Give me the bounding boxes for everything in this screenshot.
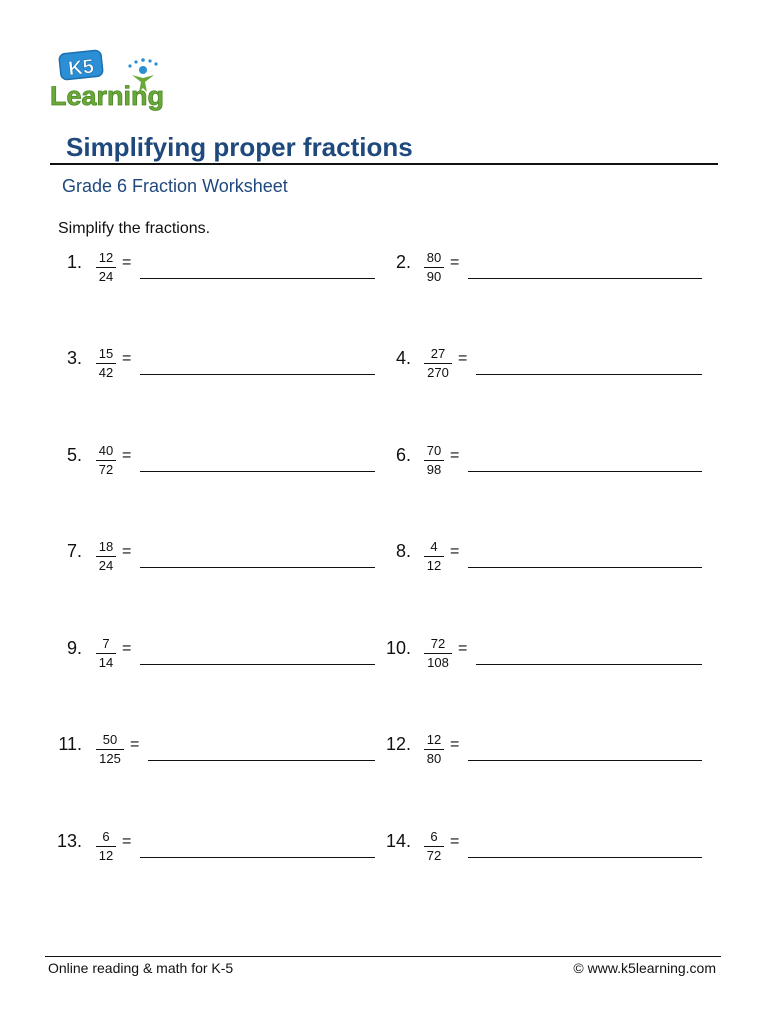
- fraction-denominator: 72: [98, 462, 114, 477]
- fraction: [424, 347, 452, 380]
- answer-line[interactable]: [468, 857, 702, 858]
- problem-item: [0, 445, 768, 485]
- fraction-denominator: 12: [98, 848, 114, 863]
- problem-number: 11.: [58, 734, 82, 754]
- fraction-numerator: 6: [102, 829, 110, 844]
- equals-sign: =: [122, 254, 132, 271]
- fraction: [424, 444, 444, 477]
- fraction-numerator: 12: [426, 732, 442, 747]
- fraction: [424, 830, 444, 863]
- problem-item: [0, 638, 768, 678]
- equals-sign: =: [450, 833, 460, 850]
- equals-sign: =: [130, 736, 140, 753]
- problem-number: 12.: [385, 734, 411, 754]
- footer-tagline: Online reading & math for K-5: [48, 960, 234, 976]
- equals-sign: =: [450, 736, 460, 753]
- problem-item: [0, 252, 768, 292]
- fraction-denominator: 125: [99, 751, 121, 766]
- problem-number: 8.: [395, 541, 411, 561]
- answer-line[interactable]: [468, 567, 702, 568]
- footer-website: © www.k5learning.com: [573, 960, 716, 976]
- equals-sign: =: [122, 447, 132, 464]
- answer-line[interactable]: [476, 374, 702, 375]
- fraction-numerator: 4: [430, 539, 438, 554]
- fraction-numerator: 15: [98, 346, 114, 361]
- fraction-denominator: 108: [427, 655, 449, 670]
- problem-number: 13.: [56, 831, 82, 851]
- fraction-denominator: 270: [427, 365, 449, 380]
- fraction-denominator: 14: [98, 655, 114, 670]
- equals-sign: =: [122, 543, 132, 560]
- problem-number: 2.: [395, 252, 411, 272]
- problem-number: 3.: [66, 348, 82, 368]
- problem-number: 1.: [66, 252, 82, 272]
- equals-sign: =: [122, 833, 132, 850]
- k5-learning-logo: [48, 48, 188, 114]
- problem-item: [0, 734, 768, 774]
- logo-badge-text: K5: [67, 55, 95, 81]
- fraction-numerator: 80: [426, 250, 442, 265]
- answer-line[interactable]: [468, 278, 702, 279]
- problem-number: 9.: [66, 638, 82, 658]
- fraction-denominator: 98: [426, 462, 442, 477]
- footer-divider: [45, 956, 721, 957]
- equals-sign: =: [122, 640, 132, 657]
- fraction-numerator: 50: [102, 732, 118, 747]
- problem-number: 5.: [66, 445, 82, 465]
- answer-line[interactable]: [468, 760, 702, 761]
- title-divider: [50, 163, 718, 165]
- fraction: [424, 733, 444, 766]
- fraction: [424, 637, 452, 670]
- problem-item: [0, 541, 768, 581]
- answer-line[interactable]: [468, 471, 702, 472]
- fraction-denominator: 72: [426, 848, 442, 863]
- problem-number: 6.: [395, 445, 411, 465]
- problem-number: 4.: [395, 348, 411, 368]
- equals-sign: =: [450, 447, 460, 464]
- fraction-numerator: 6: [430, 829, 438, 844]
- fraction-numerator: 72: [430, 636, 446, 651]
- problem-item: [0, 831, 768, 871]
- fraction-numerator: 12: [98, 250, 114, 265]
- fraction-denominator: 42: [98, 365, 114, 380]
- fraction-denominator: 80: [426, 751, 442, 766]
- answer-line[interactable]: [476, 664, 702, 665]
- instructions: Simplify the fractions.: [58, 220, 211, 237]
- fraction-denominator: 24: [98, 558, 114, 573]
- problem-number: 14.: [385, 831, 411, 851]
- fraction-numerator: 7: [102, 636, 110, 651]
- equals-sign: =: [458, 640, 468, 657]
- fraction-denominator: 24: [98, 269, 114, 284]
- equals-sign: =: [450, 254, 460, 271]
- fraction-denominator: 90: [426, 269, 442, 284]
- worksheet-subtitle: Grade 6 Fraction Worksheet: [62, 176, 288, 196]
- logo-wordmark: Learning: [50, 81, 165, 111]
- fraction-denominator: 12: [426, 558, 442, 573]
- problem-number: 10.: [385, 638, 411, 658]
- equals-sign: =: [450, 543, 460, 560]
- worksheet-title: Simplifying proper fractions: [66, 132, 413, 162]
- fraction: [424, 251, 444, 284]
- problem-item: [0, 348, 768, 388]
- equals-sign: =: [458, 350, 468, 367]
- problem-number: 7.: [66, 541, 82, 561]
- fraction-numerator: 27: [430, 346, 446, 361]
- fraction: [424, 540, 444, 573]
- equals-sign: =: [122, 350, 132, 367]
- fraction-numerator: 18: [98, 539, 114, 554]
- fraction-numerator: 40: [98, 443, 114, 458]
- fraction-numerator: 70: [426, 443, 442, 458]
